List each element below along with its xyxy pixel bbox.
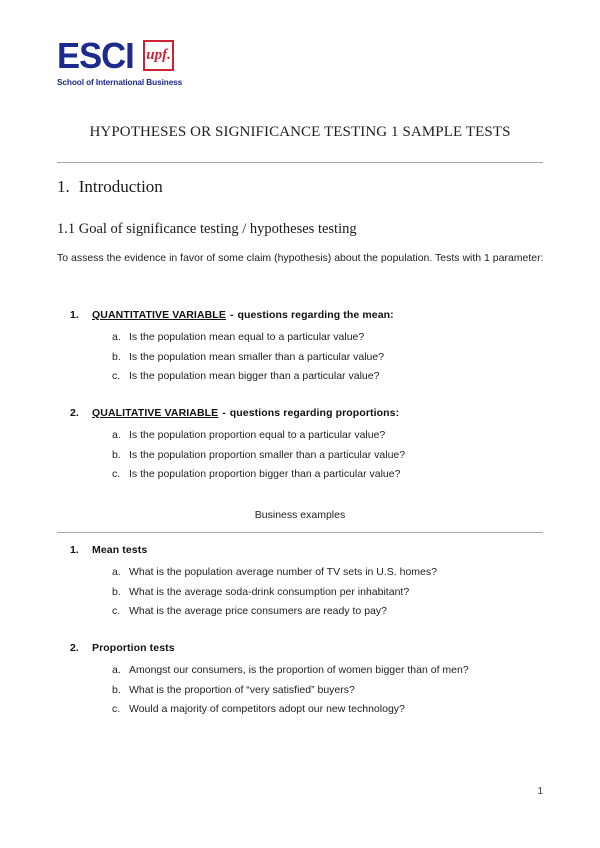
list-block-separator: -	[222, 407, 226, 419]
list-item-letter: b.	[112, 350, 121, 363]
logo-esci-wordmark: ESCI	[57, 35, 134, 76]
logo-wordmark-row	[57, 35, 257, 76]
section-number: 1.	[57, 177, 70, 196]
list-block-heading	[57, 306, 547, 325]
list-block-number: 2.	[70, 407, 79, 419]
list-block-number: 2.	[70, 642, 79, 654]
page-number: 1	[537, 786, 543, 797]
list-item	[57, 602, 547, 622]
list-item-letter: b.	[112, 683, 121, 696]
section-subheading: 1.1 Goal of significance testing / hypotheses testing	[57, 221, 357, 237]
esci-logo	[57, 35, 257, 100]
list-item-text: Is the population mean equal to a particular value?	[129, 331, 365, 343]
list-item	[57, 681, 547, 701]
list-block-quantitative	[57, 306, 547, 387]
list-block-mean-tests	[57, 541, 547, 622]
logo-upf-badge	[143, 40, 174, 71]
list-block-heading	[57, 639, 547, 658]
list-item-letter: b.	[112, 585, 121, 598]
list-item-text: What is the proportion of “very satisfied” buyers?	[129, 683, 355, 696]
section-heading	[57, 176, 163, 198]
list-block-separator: -	[229, 309, 234, 321]
list-block-number: 1.	[70, 309, 79, 321]
list-item-letter: c.	[112, 605, 121, 617]
list-item	[57, 583, 547, 603]
list-block-label-underlined: QUALITATIVE VARIABLE	[92, 407, 219, 419]
list-block-label-rest: Proportion tests	[92, 642, 175, 654]
list-item-text: Is the population proportion equal to a particular value?	[129, 429, 386, 441]
list-item-letter: b.	[112, 448, 121, 461]
list-item	[57, 563, 547, 583]
list-item-text: Is the population proportion smaller than a particular value?	[129, 448, 406, 461]
intro-paragraph: To assess the evidence in favor of some claim (hypothesis) about the population. Tests with 1 parameter:	[57, 252, 544, 264]
list-item	[57, 367, 547, 387]
list-item-letter: c.	[112, 370, 121, 382]
title-divider	[57, 162, 543, 163]
list-item-text: Is the population mean bigger than a particular value?	[129, 370, 380, 382]
list-item	[57, 446, 547, 466]
list-item	[57, 328, 547, 348]
list-item-letter: a.	[112, 664, 121, 676]
page-title: HYPOTHESES OR SIGNIFICANCE TESTING 1 SAMPLE TESTS	[89, 124, 511, 140]
business-examples-label: Business examples	[254, 509, 346, 521]
list-item	[57, 348, 547, 368]
list-item-letter: a.	[112, 566, 121, 578]
logo-upf-text: upf.	[146, 47, 171, 63]
list-item	[57, 426, 547, 446]
list-item-text: What is the average price consumers are ready to pay?	[129, 605, 387, 617]
list-item-letter: c.	[112, 468, 121, 480]
list-item-text: What is the average soda-drink consumption per inhabitant?	[129, 585, 410, 598]
list-item-letter: a.	[112, 331, 121, 343]
list-block-heading	[57, 404, 547, 423]
list-item-text: Is the population mean smaller than a particular value?	[129, 350, 385, 363]
list-block-label-rest: questions regarding the mean:	[237, 309, 394, 321]
list-block-number: 1.	[70, 544, 79, 556]
list-block-label-underlined: QUANTITATIVE VARIABLE	[92, 309, 226, 321]
list-item-text: What is the population average number of TV sets in U.S. homes?	[129, 566, 437, 578]
list-item-text: Would a majority of competitors adopt our new technology?	[129, 703, 405, 715]
list-item	[57, 465, 547, 485]
section-title: Introduction	[78, 177, 163, 196]
logo-tagline: School of International Business	[57, 77, 183, 87]
list-block-label-rest: Mean tests	[92, 544, 148, 556]
list-item-letter: a.	[112, 429, 121, 441]
list-item-letter: c.	[112, 703, 121, 715]
list-block-qualitative	[57, 404, 547, 485]
list-block-heading	[57, 541, 547, 560]
list-item	[57, 700, 547, 720]
list-block-proportion-tests	[57, 639, 547, 720]
section-divider	[57, 532, 543, 533]
list-block-label-rest: questions regarding proportions:	[229, 407, 400, 419]
list-item-text: Is the population proportion bigger than a particular value?	[129, 468, 401, 480]
list-item	[57, 661, 547, 681]
list-item-text: Amongst our consumers, is the proportion of women bigger than of men?	[129, 664, 469, 676]
